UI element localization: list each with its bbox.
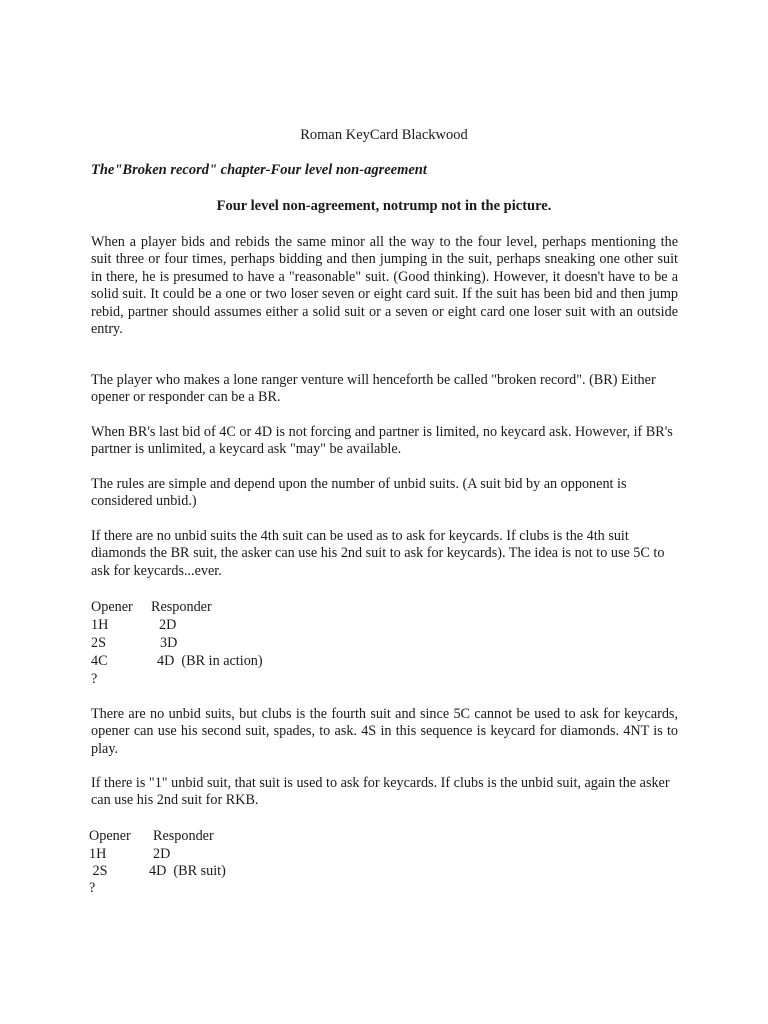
auction-row-responder: 4D (BR in action) bbox=[157, 653, 263, 669]
section-heading: Four level non-agreement, notrump not in the picture. bbox=[216, 198, 552, 214]
paragraph-explanation: There are no unbid suits, but clubs is the fourth suit and since 5C cannot be used to ask for keycards, opener can use his second suit, spades, to ask. 4S in this sequence is keycard for diamonds. 4NT is to play. bbox=[91, 706, 678, 757]
paragraph-no-unbid-suits: If there are no unbid suits the 4th suit can be used as to ask for keycards. If clubs is the 4th suit diamonds the BR suit, the asker can use his 2nd suit to ask for keycards). The idea is not to use 5C to ask for keycards...ever. bbox=[91, 528, 665, 579]
auction-row-opener: ? bbox=[91, 671, 98, 687]
auction-header-opener: Opener bbox=[91, 599, 133, 615]
auction-row-opener: 2S bbox=[89, 863, 108, 879]
auction-row-opener: 4C bbox=[91, 653, 108, 669]
auction-row-opener: 1H bbox=[89, 846, 107, 862]
paragraph-keycard-ask: When BR's last bid of 4C or 4D is not forcing and partner is limited, no keycard ask. However, if BR's partner is unlimited, a keycard ask "may" be available. bbox=[91, 424, 673, 458]
paragraph-intro: When a player bids and rebids the same minor all the way to the four level, perhaps mentioning the suit three or four times, perhaps bidding and then jumping in the suit, perhaps sneaking one other suit in there, he is presumed to have a "reasonable" suit. (Good thinking). However, it doesn't have to be a solid suit. It could be a one or two loser seven or eight card suit. If the suit has been bid and then jump rebid, partner should assumes either a solid suit or a seven or eight card one loser suit with an outside entry. bbox=[91, 234, 678, 338]
auction-row-opener: ? bbox=[89, 880, 96, 896]
auction-header-opener: Opener bbox=[89, 828, 131, 844]
auction-row-responder: 4D (BR suit) bbox=[149, 863, 226, 879]
paragraph-broken-record: The player who makes a lone ranger venture will henceforth be called "broken record". (BR) Either opener or responder can be a BR. bbox=[91, 372, 656, 406]
auction-row-responder: 2D bbox=[159, 617, 177, 633]
paragraph-rules: The rules are simple and depend upon the number of unbid suits. (A suit bid by an opponent is considered unbid.) bbox=[91, 476, 627, 510]
document-title: Roman KeyCard Blackwood bbox=[300, 127, 468, 143]
auction-row-opener: 1H bbox=[91, 617, 109, 633]
auction-row-responder: 3D bbox=[160, 635, 178, 651]
chapter-subtitle: The"Broken record" chapter-Four level non-agreement bbox=[91, 162, 427, 178]
auction-row-responder: 2D bbox=[153, 846, 171, 862]
paragraph-one-unbid-suit: If there is "1" unbid suit, that suit is used to ask for keycards. If clubs is the unbid suit, again the asker can use his 2nd suit for RKB. bbox=[91, 775, 670, 809]
auction-header-responder: Responder bbox=[151, 599, 212, 615]
auction-row-opener: 2S bbox=[91, 635, 106, 651]
auction-header-responder: Responder bbox=[153, 828, 214, 844]
